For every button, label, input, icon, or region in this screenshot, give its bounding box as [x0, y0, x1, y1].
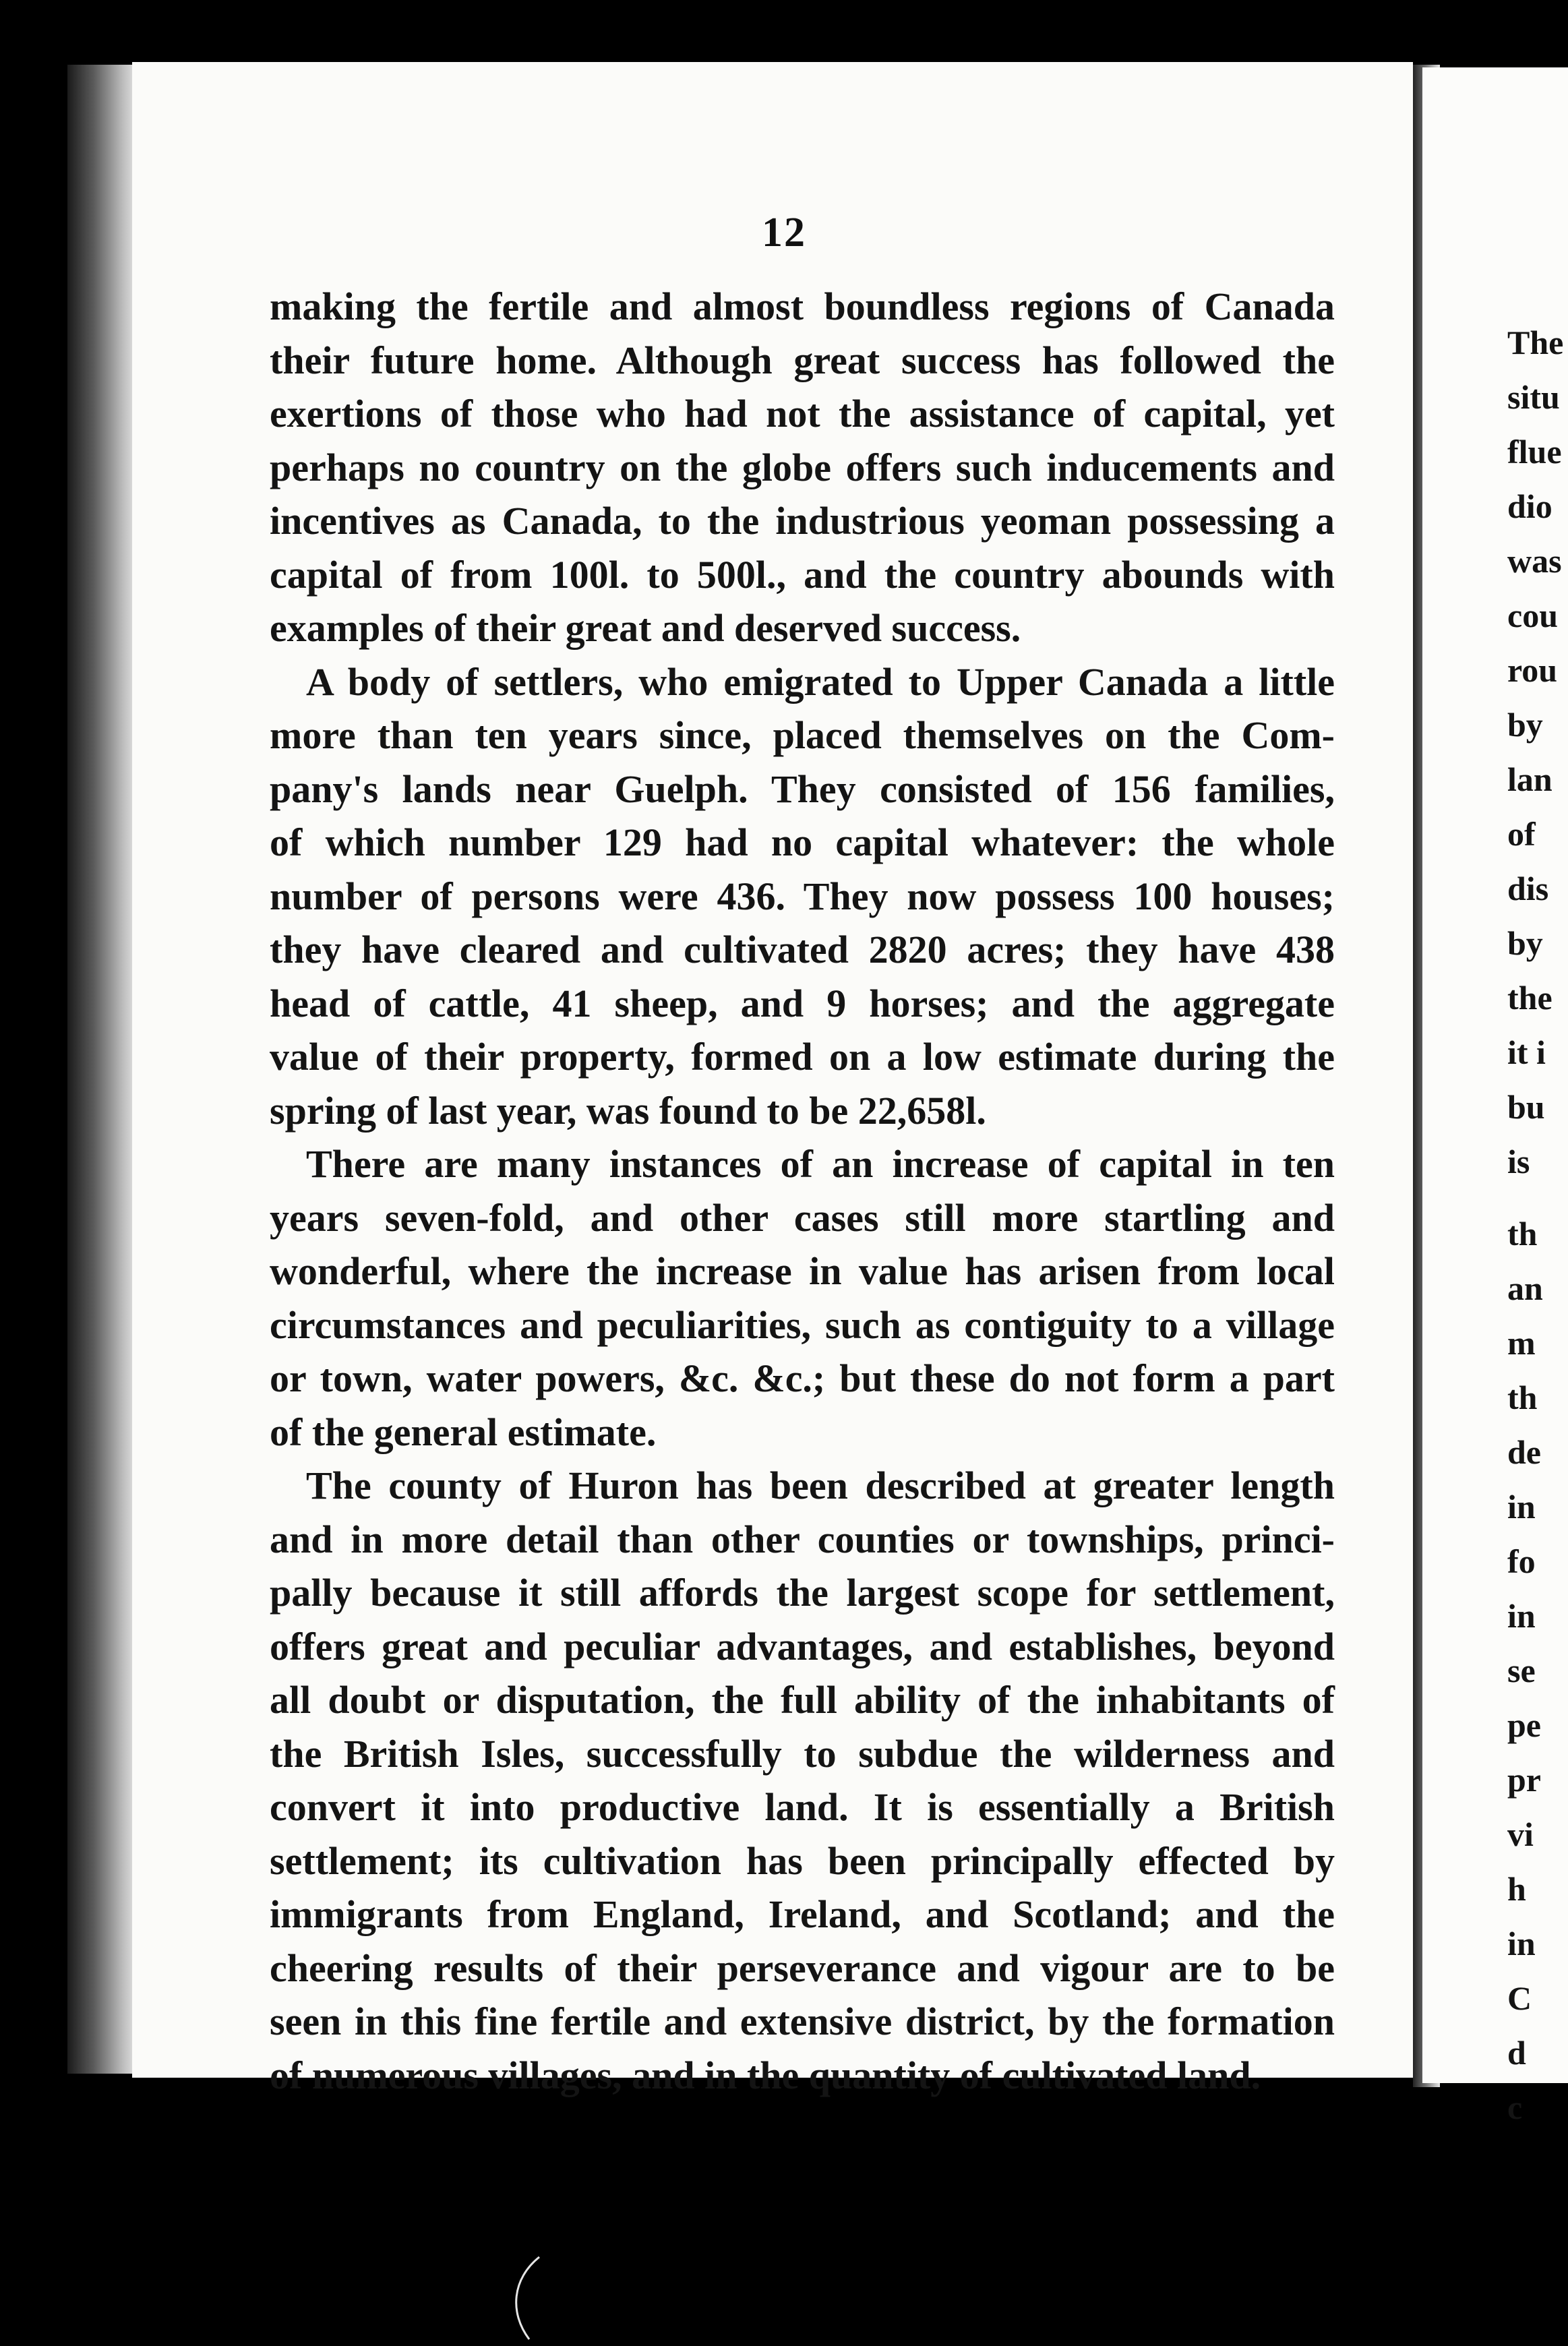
- text-line: of which number 129 had no capital whatever: the whole: [270, 820, 1335, 864]
- facing-page: [1422, 67, 1568, 2083]
- text-line: more than ten years since, placed themselves on the Com-: [270, 713, 1335, 757]
- facing-line-fragment: by: [1507, 706, 1543, 744]
- facing-line-fragment: flue: [1507, 433, 1562, 471]
- binding-gutter: [67, 65, 142, 2074]
- text-line: settlement; its cultivation has been principally effected by: [270, 1839, 1335, 1883]
- text-line: incentives as Canada, to the industrious yeoman possessing a: [270, 499, 1335, 543]
- text-line: the British Isles, successfully to subdue the wilderness and: [270, 1732, 1335, 1776]
- text-line: pally because it still affords the largest scope for settlement,: [270, 1571, 1335, 1615]
- facing-line-fragment: is: [1507, 1143, 1530, 1180]
- text-line: wonderful, where the increase in value has arisen from local: [270, 1249, 1335, 1293]
- facing-line-fragment: in: [1507, 1488, 1536, 1526]
- text-line: or town, water powers, &c. &c.; but these do not form a part: [270, 1356, 1335, 1400]
- facing-line-fragment: bu: [1507, 1088, 1545, 1126]
- text-line: perhaps no country on the globe offers such inducements and: [270, 446, 1335, 489]
- text-line: and in more detail than other counties or townships, princi-: [270, 1517, 1335, 1561]
- facing-line-fragment: in: [1507, 1925, 1536, 1962]
- text-line: spring of last year, was found to be 22,658l.: [270, 1089, 986, 1133]
- facing-line-fragment: C: [1507, 1979, 1532, 2017]
- text-line: circumstances and peculiarities, such as contiguity to a village: [270, 1303, 1335, 1347]
- facing-line-fragment: cou: [1507, 597, 1558, 634]
- facing-line-fragment: it i: [1507, 1033, 1546, 1071]
- text-line: examples of their great and deserved success.: [270, 606, 1021, 650]
- facing-line-fragment: rou: [1507, 651, 1558, 689]
- scan-artifact-mark: [499, 2252, 580, 2346]
- facing-line-fragment: was: [1507, 542, 1562, 580]
- text-line: of numerous villages, and in the quantity of cultivated land.: [270, 2053, 1261, 2097]
- facing-line-fragment: of: [1507, 815, 1536, 853]
- facing-line-fragment: h: [1507, 1870, 1526, 1908]
- text-line: convert it into productive land. It is essentially a British: [270, 1785, 1335, 1829]
- facing-line-fragment: lan: [1507, 760, 1552, 798]
- text-line: exertions of those who had not the assistance of capital, yet: [270, 392, 1335, 435]
- facing-line-fragment: dio: [1507, 487, 1552, 525]
- text-line: value of their property, formed on a low estimate during the: [270, 1035, 1335, 1079]
- text-line: offers great and peculiar advantages, and establishes, beyond: [270, 1625, 1335, 1668]
- text-line: pany's lands near Guelph. They consisted of 156 families,: [270, 767, 1335, 811]
- text-line: cheering results of their perseverance and vigour are to be: [270, 1946, 1335, 1990]
- text-line: of the general estimate.: [270, 1410, 657, 1454]
- text-line: number of persons were 436. They now possess 100 houses;: [270, 874, 1335, 918]
- facing-line-fragment: c: [1507, 2088, 1523, 2126]
- text-line: A body of settlers, who emigrated to Upper Canada a little: [306, 660, 1335, 704]
- facing-line-fragment: the: [1507, 979, 1552, 1017]
- facing-line-fragment: th: [1507, 1215, 1538, 1253]
- facing-line-fragment: pe: [1507, 1706, 1541, 1744]
- facing-line-fragment: m: [1507, 1324, 1536, 1362]
- facing-line-fragment: se: [1507, 1652, 1536, 1689]
- facing-line-fragment: vi: [1507, 1815, 1534, 1853]
- text-line: There are many instances of an increase of capital in ten: [306, 1142, 1335, 1186]
- facing-line-fragment: fo: [1507, 1542, 1536, 1580]
- text-line: they have cleared and cultivated 2820 acres; they have 438: [270, 928, 1335, 971]
- text-line: head of cattle, 41 sheep, and 9 horses; and the aggregate: [270, 982, 1335, 1025]
- facing-line-fragment: de: [1507, 1433, 1541, 1471]
- text-line: years seven-fold, and other cases still more startling and: [270, 1196, 1335, 1240]
- facing-line-fragment: pr: [1507, 1761, 1541, 1799]
- facing-line-fragment: dis: [1507, 870, 1549, 907]
- facing-line-fragment: th: [1507, 1379, 1538, 1416]
- text-line: capital of from 100l. to 500l., and the country abounds with: [270, 553, 1335, 597]
- facing-line-fragment: The: [1507, 324, 1564, 361]
- facing-line-fragment: situ: [1507, 378, 1560, 416]
- text-line: all doubt or disputation, the full ability of the inhabitants of: [270, 1678, 1335, 1722]
- text-line: seen in this fine fertile and extensive district, by the formation: [270, 1999, 1335, 2043]
- text-line: making the fertile and almost boundless regions of Canada: [270, 284, 1335, 328]
- text-line: The county of Huron has been described at greater length: [306, 1464, 1335, 1507]
- facing-line-fragment: by: [1507, 924, 1543, 962]
- facing-line-fragment: in: [1507, 1597, 1536, 1635]
- page-number: 12: [762, 210, 806, 255]
- facing-line-fragment: d: [1507, 2034, 1526, 2072]
- text-line: their future home. Although great success has followed the: [270, 338, 1335, 382]
- facing-line-fragment: an: [1507, 1269, 1543, 1307]
- text-line: immigrants from England, Ireland, and Scotland; and the: [270, 1892, 1335, 1936]
